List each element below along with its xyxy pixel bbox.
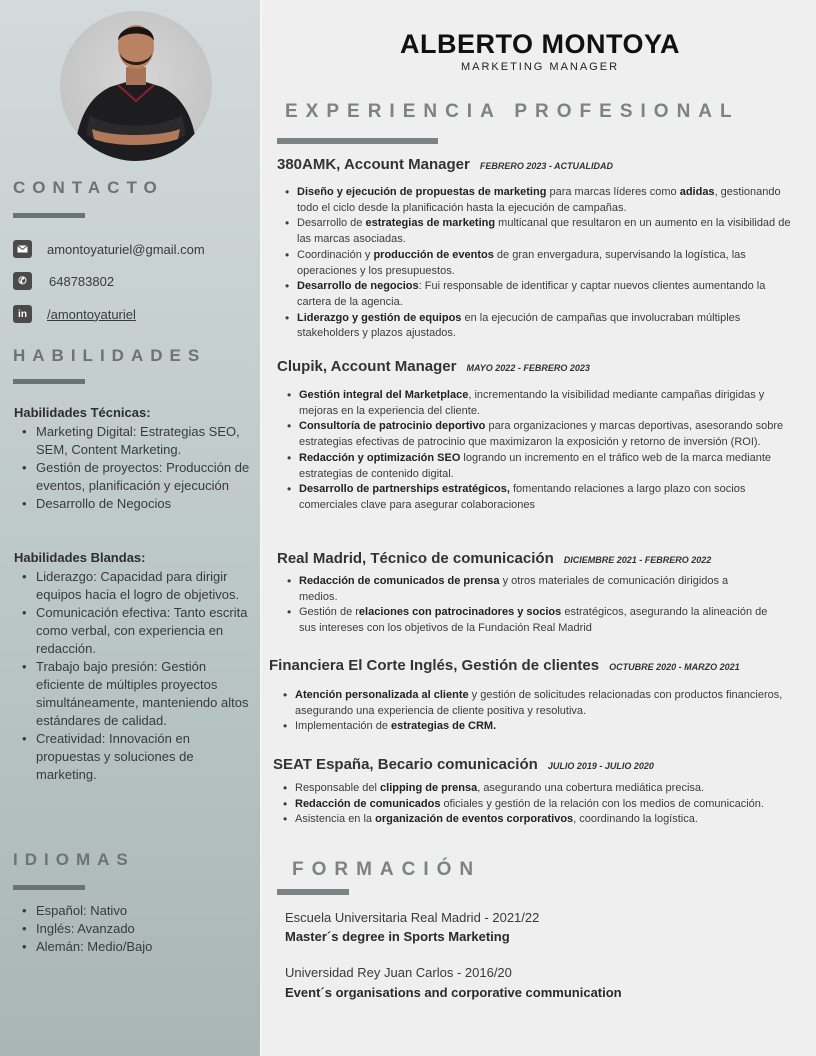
education-degree: Master´s degree in Sports Marketing	[285, 929, 510, 944]
bullet-text: Asistencia en la	[295, 813, 376, 826]
bullet-text: Desarrollo de	[297, 217, 366, 230]
list-item	[299, 451, 794, 482]
contact-phone[interactable]: 648783802	[49, 273, 115, 289]
contact-divider	[13, 213, 85, 218]
job-bullets	[297, 185, 797, 342]
bullet-text: , coordinando la logística.	[573, 813, 698, 826]
bullet-emphasis: Desarrollo de partnerships estratégicos,	[299, 483, 510, 496]
bullet-emphasis: Gestión integral del Marketplace	[299, 389, 469, 401]
list-item	[295, 781, 780, 797]
education-school: Escuela Universitaria Real Madrid - 2021/22	[285, 910, 540, 925]
job-dates: OCTUBRE 2020 - MARZO 2021	[609, 662, 740, 672]
list-item	[295, 719, 795, 735]
linkedin-icon: in	[13, 305, 32, 323]
bullet-text: , asegurando una cobertura mediática precisa.	[477, 782, 705, 794]
bullet-text: y otros materiales de comunicación dirigidos a medios.	[299, 575, 729, 603]
contact-email[interactable]: amontoyaturiel@gmail.com	[47, 241, 205, 257]
bullet-emphasis: Redacción de comunicados de prensa	[299, 575, 500, 587]
bullet-emphasis: Liderazgo y gestión de equipos	[297, 311, 462, 324]
list-item: • Marketing Digital: Estrategias SEO, SEM, Content Marketing.	[20, 423, 250, 459]
technical-skills-list	[20, 423, 250, 513]
bullet-text: estratégicos, asegurando la alineación de sus intereses con los objetivos de la Fundación Real Madrid	[299, 606, 768, 635]
job-dates: FEBRERO 2023 - ACTUALIDAD	[479, 161, 614, 171]
bullet-text: , gestionando todo el ciclo desde la planificación hasta la ejecución de campañas.	[297, 186, 781, 214]
job-title: 380AMK, Account Manager	[277, 156, 470, 173]
list-item	[299, 419, 794, 450]
skills-heading: HABILIDADES	[13, 346, 207, 365]
list-item	[295, 812, 780, 828]
bullet-text: logrando un incremento en el tráfico web de la marca mediante estrategias de contenido digital.	[299, 451, 771, 480]
bullet-emphasis: estrategias de CRM.	[391, 720, 497, 733]
bullet-text: en la ejecución de campañas que involucraban múltiples stakeholders y plazos ajustados.	[297, 311, 741, 340]
list-item: • Alemán: Medio/Bajo	[20, 938, 250, 956]
bullet-emphasis: producción de eventos	[373, 248, 494, 261]
list-item	[299, 574, 769, 605]
bullet-text: y gestión de solicitudes relacionadas con productos financieros, asegurando una experiencia de cliente positiva y resolutiva.	[295, 689, 783, 717]
list-item	[297, 185, 797, 216]
bullet-text: para organizaciones y marcas deportivas, asesorando sobre estrategias efectivas de patrocinio que maximizaron la exposición y retorno de inversión (ROI).	[299, 420, 784, 449]
job-bullets	[299, 388, 794, 514]
education-divider	[277, 889, 349, 895]
experience-divider	[277, 138, 438, 144]
job-bullets	[295, 688, 795, 735]
list-item: • Liderazgo: Capacidad para dirigir equipos hacia el logro de objetivos.	[20, 568, 250, 604]
bullet-text: de gran envergadura, supervisando la logística, las operaciones y los presupuestos.	[297, 248, 746, 277]
job-title: Real Madrid, Técnico de comunicación	[277, 550, 554, 567]
job-header	[273, 756, 654, 774]
bullet-text: Gestión de r	[299, 606, 359, 619]
soft-skills-list	[20, 568, 250, 784]
languages-divider	[13, 885, 85, 890]
skills-divider	[13, 379, 85, 384]
list-item	[297, 248, 797, 279]
contact-linkedin[interactable]: /amontoyaturiel	[47, 306, 136, 322]
list-item	[295, 797, 780, 813]
job-header	[277, 550, 711, 568]
bullet-emphasis: elaciones con patrocinadores y socios	[358, 606, 562, 619]
bullet-emphasis: adidas	[679, 186, 715, 198]
languages-heading: IDIOMAS	[13, 850, 135, 869]
bullet-emphasis: clipping de prensa	[380, 782, 478, 794]
list-item	[295, 688, 795, 719]
bullet-emphasis: estrategias de marketing	[365, 217, 496, 230]
list-item: • Español: Nativo	[20, 902, 250, 920]
bullet-text: para marcas líderes como	[546, 186, 680, 198]
candidate-role: MARKETING MANAGER	[460, 61, 620, 73]
list-item: • Inglés: Avanzado	[20, 920, 250, 938]
job-bullets	[299, 574, 769, 637]
bullet-text: : Fui responsable de identificar y captar nuevos clientes aumentando la cartera de la agencia.	[297, 280, 766, 308]
bullet-text: Coordinación y	[297, 248, 374, 261]
contact-linkedin-row	[13, 304, 136, 324]
bullet-emphasis: Diseño y ejecución de propuestas de marketing	[297, 186, 547, 198]
job-header	[277, 156, 613, 174]
bullet-emphasis: Consultoría de patrocinio deportivo	[299, 420, 486, 433]
bullet-emphasis: Atención personalizada al cliente	[295, 689, 469, 701]
list-item: • Desarrollo de Negocios	[20, 495, 250, 513]
list-item	[299, 388, 794, 419]
mail-icon	[13, 240, 32, 258]
list-item	[297, 216, 797, 247]
list-item	[297, 311, 797, 342]
education-school: Universidad Rey Juan Carlos - 2016/20	[285, 965, 512, 980]
technical-skills-title: Habilidades Técnicas:	[14, 405, 151, 420]
bullet-text: fomentando relaciones a largo plazo con socios comerciales clave para asegurar colaboraciones	[299, 483, 746, 511]
education-heading: FORMACIÓN	[292, 859, 482, 880]
languages-list	[20, 902, 250, 956]
list-item	[299, 482, 794, 513]
job-title: Clupik, Account Manager	[277, 358, 457, 375]
job-header	[277, 358, 590, 376]
job-dates: DICIEMBRE 2021 - FEBRERO 2022	[563, 555, 712, 565]
contact-heading: CONTACTO	[13, 178, 164, 197]
list-item	[299, 605, 769, 636]
bullet-text: oficiales y gestión de la relación con los medios de comunicación.	[440, 797, 764, 810]
phone-icon: ✆	[13, 272, 32, 290]
bullet-text: Implementación de	[295, 720, 391, 733]
bullet-text: Responsable del	[295, 782, 381, 794]
bullet-emphasis: Redacción de comunicados	[295, 797, 441, 810]
job-dates: JULIO 2019 - JULIO 2020	[547, 761, 654, 771]
education-degree: Event´s organisations and corporative communication	[285, 985, 622, 1000]
job-dates: MAYO 2022 - FEBRERO 2023	[466, 363, 590, 373]
job-bullets	[295, 781, 780, 828]
contact-phone-row	[13, 271, 115, 291]
list-item	[297, 279, 797, 310]
bullet-text: , incrementando la visibilidad mediante campañas dirigidas y mejoras en la experiencia del cliente.	[299, 389, 765, 417]
list-item: • Trabajo bajo presión: Gestión eficiente de múltiples proyectos simultáneamente, manteniendo altos estándares de calidad.	[20, 658, 250, 730]
contact-email-row	[13, 239, 205, 259]
job-title: Financiera El Corte Inglés, Gestión de clientes	[269, 657, 600, 674]
bullet-emphasis: Desarrollo de negocios	[297, 280, 419, 293]
soft-skills-title: Habilidades Blandas:	[14, 550, 146, 565]
bullet-text: multicanal que resultaron en un aumento en la visibilidad de las marcas asociadas.	[297, 217, 791, 246]
bullet-emphasis: organización de eventos corporativos	[375, 813, 574, 826]
candidate-name: ALBERTO MONTOYA	[399, 29, 681, 59]
experience-heading: EXPERIENCIA PROFESIONAL	[285, 101, 740, 122]
list-item: • Gestión de proyectos: Producción de eventos, planificación y ejecución	[20, 459, 250, 495]
sidebar	[0, 0, 262, 1056]
job-title: SEAT España, Becario comunicación	[273, 756, 538, 773]
job-header	[269, 657, 740, 675]
bullet-emphasis: Redacción y optimización SEO	[299, 451, 461, 464]
profile-photo	[60, 11, 212, 161]
list-item: • Comunicación efectiva: Tanto escrita como verbal, con experiencia en redacción.	[20, 604, 250, 658]
list-item: • Creatividad: Innovación en propuestas y soluciones de marketing.	[20, 730, 250, 784]
